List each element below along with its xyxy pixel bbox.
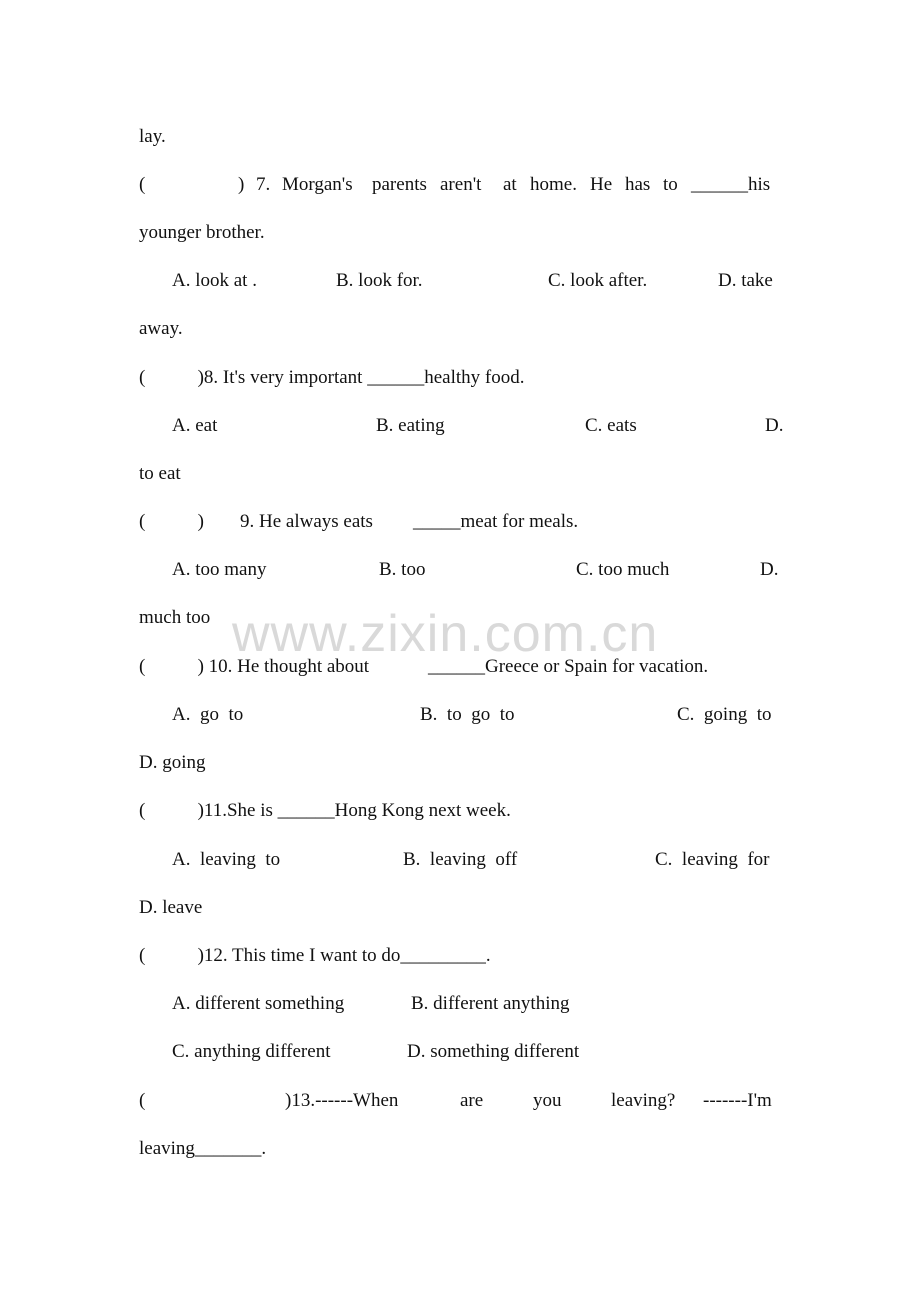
question-13 — [139, 1088, 781, 1114]
question-9 — [139, 509, 781, 535]
text-line: leaving_______. — [139, 1138, 267, 1159]
options-row — [139, 702, 781, 728]
options-row — [139, 413, 799, 439]
option-a: A. look at . — [172, 270, 257, 291]
question-12: ( )12. This time I want to do_________. — [139, 945, 491, 966]
option-d: D. take — [718, 270, 773, 291]
text-line: lay. — [139, 126, 166, 147]
option-c: C. too much — [576, 559, 670, 580]
answer-paren-open: ( — [139, 174, 146, 195]
option-d: D. something different — [407, 1041, 580, 1062]
option-b: B. look for. — [336, 270, 423, 291]
option-a: A. go to — [172, 704, 244, 725]
question-text: ( ) 10. He thought about — [139, 656, 370, 677]
option-b: B. eating — [376, 415, 445, 436]
question-word: home. — [530, 174, 577, 195]
text-line: younger brother. — [139, 222, 265, 243]
question-7 — [139, 172, 781, 198]
text-line: to eat — [139, 463, 181, 484]
question-word: aren't — [440, 174, 482, 195]
option-b: B. to go to — [420, 704, 515, 725]
text-line: away. — [139, 318, 183, 339]
question-blank: ______his — [691, 174, 771, 195]
text-line: D. going — [139, 752, 206, 773]
option-b: B. leaving off — [403, 849, 518, 870]
answer-paren-close: ) — [238, 174, 245, 195]
question-word: parents — [372, 174, 427, 195]
question-word: at — [503, 174, 517, 195]
question-text: 9. He always eats — [240, 511, 373, 532]
option-a: A. leaving to — [172, 849, 281, 870]
question-word: has — [625, 174, 651, 195]
options-row — [139, 847, 781, 873]
options-row — [139, 1039, 781, 1065]
watermark-text: www.zixin.com.cn — [232, 605, 659, 663]
options-row — [139, 268, 781, 294]
option-d: D. — [765, 415, 784, 436]
question-8: ( )8. It's very important ______healthy food. — [139, 367, 525, 388]
question-11: ( )11.She is ______Hong Kong next week. — [139, 800, 511, 821]
text-line: D. leave — [139, 897, 203, 918]
question-word: to — [663, 174, 678, 195]
option-b: B. different anything — [411, 993, 570, 1014]
question-word: you — [533, 1090, 562, 1111]
option-b: B. too — [379, 559, 426, 580]
option-c: C. look after. — [548, 270, 648, 291]
option-c: C. eats — [585, 415, 637, 436]
question-number: 7. — [256, 174, 271, 195]
question-word: -------I'm — [703, 1090, 772, 1111]
option-a: A. too many — [172, 559, 267, 580]
text-line: much too — [139, 607, 211, 628]
question-10 — [139, 654, 781, 680]
question-word: )13.------When — [285, 1090, 399, 1111]
option-d: D. — [760, 559, 779, 580]
option-c: C. leaving for — [655, 849, 770, 870]
question-word: Morgan's — [282, 174, 353, 195]
options-row — [139, 557, 799, 583]
option-c: C. anything different — [172, 1041, 331, 1062]
question-blank: ______Greece or Spain for vacation. — [428, 656, 709, 677]
option-a: A. different something — [172, 993, 345, 1014]
option-a: A. eat — [172, 415, 218, 436]
question-word: leaving? — [611, 1090, 676, 1111]
answer-paren: ( ) — [139, 511, 204, 532]
options-row — [139, 991, 781, 1017]
question-blank: _____meat for meals. — [413, 511, 579, 532]
option-c: C. going to — [677, 704, 772, 725]
question-word: are — [460, 1090, 484, 1111]
question-word: He — [590, 174, 613, 195]
answer-paren-open: ( — [139, 1090, 146, 1111]
